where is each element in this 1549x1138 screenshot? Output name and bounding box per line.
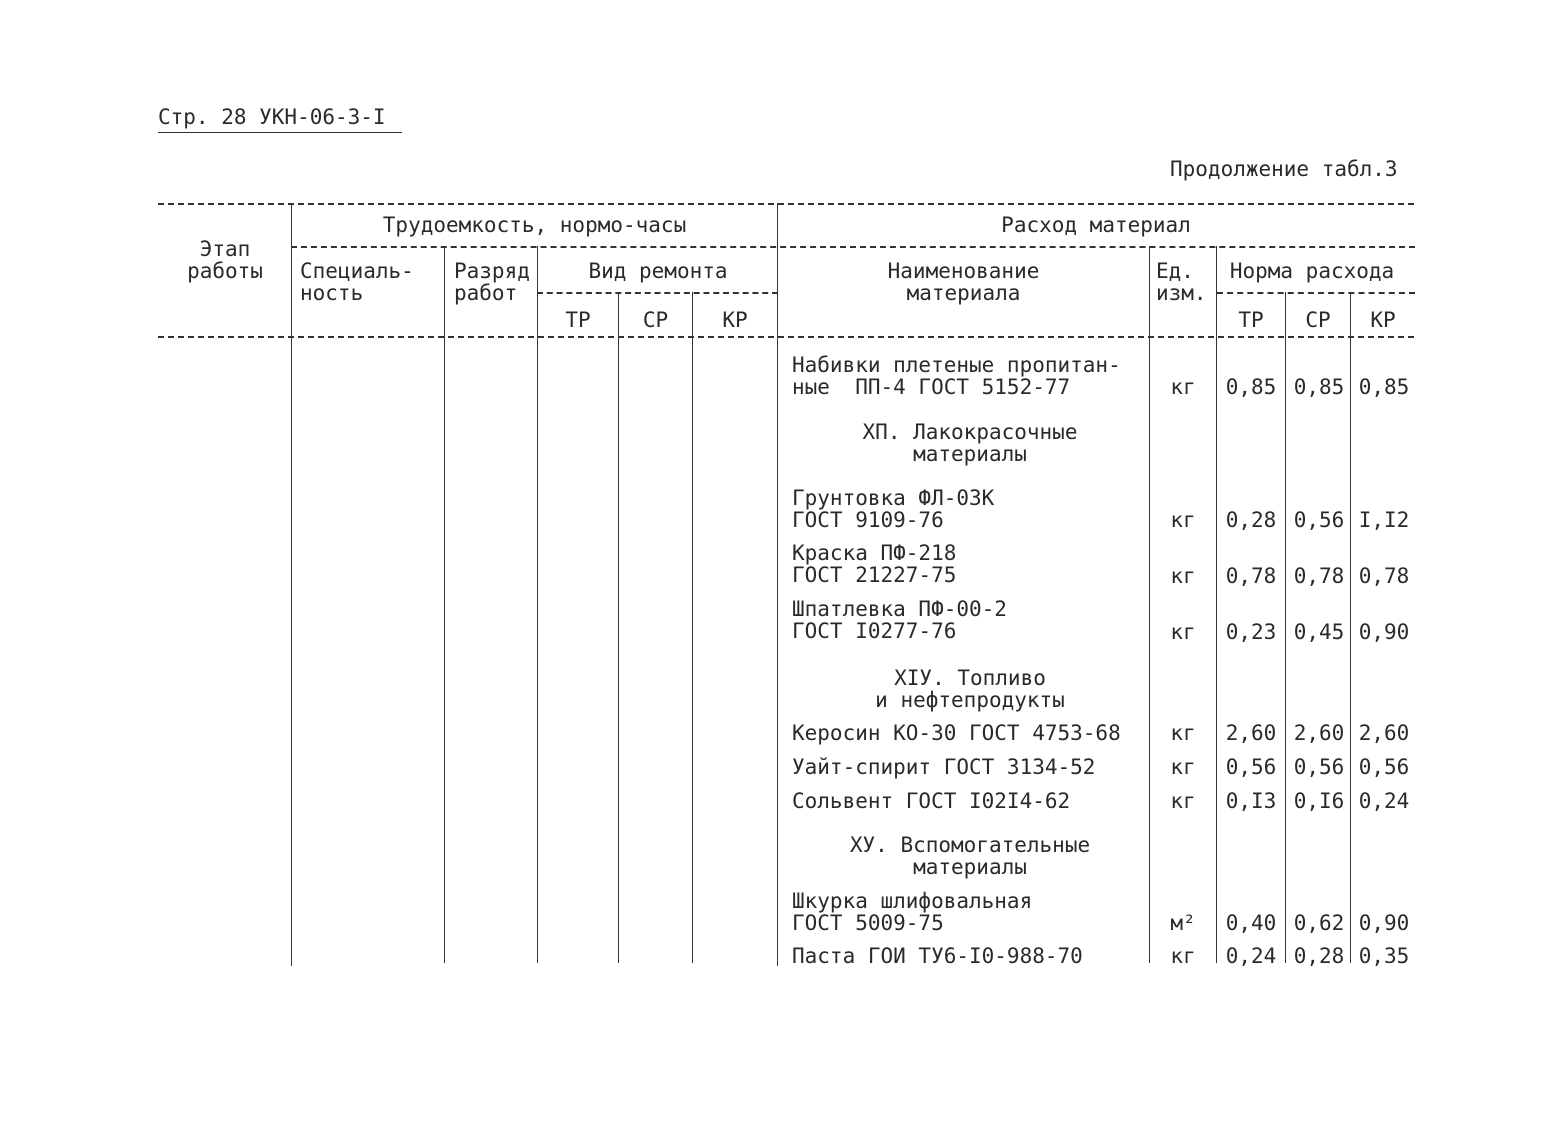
norm-kr-value: 0,35 <box>1358 944 1410 968</box>
header-bottom-rule <box>158 336 1414 338</box>
material-unit: кг <box>1170 944 1196 968</box>
header-sr: СР <box>642 308 669 332</box>
norm-tr-value: 0,23 <box>1225 620 1277 644</box>
section-heading: ХIУ. Топливо и нефтепродукты <box>875 666 1065 712</box>
norm-sr-value: 0,78 <box>1293 564 1345 588</box>
section-heading: ХУ. Вспомогательные материалы <box>849 833 1091 879</box>
header-material-consumption: Расход материал <box>1001 213 1191 237</box>
norm-tr-value: 0,78 <box>1225 564 1277 588</box>
norm-tr-value: 0,24 <box>1225 944 1277 968</box>
norm-kr-value: 0,24 <box>1358 789 1410 813</box>
header-unit: Ед. изм. <box>1156 259 1207 305</box>
header-kr: КР <box>722 308 748 332</box>
norm-tr-value: 2,60 <box>1225 721 1277 745</box>
col-divider-norm-tr-sr <box>1285 292 1286 963</box>
material-name: Керосин КО-30 ГОСТ 4753-68 <box>792 721 1121 745</box>
material-name: Грунтовка ФЛ-03К ГОСТ 9109-76 <box>792 486 995 532</box>
material-name: Краска ПФ-218 ГОСТ 21227-75 <box>792 541 957 587</box>
norm-kr-value: 0,90 <box>1358 911 1410 935</box>
material-unit: кг <box>1170 721 1196 745</box>
page-header-underline <box>158 132 402 133</box>
col-divider-name-unit <box>1149 246 1150 963</box>
material-unit: кг <box>1170 564 1196 588</box>
page-header: Стр. 28 УКН-06-3-I <box>158 105 386 129</box>
norm-tr-value: 0,85 <box>1225 375 1277 399</box>
norm-kr-value: 0,85 <box>1358 375 1410 399</box>
norm-rule <box>1217 292 1415 294</box>
col-divider-stage <box>291 203 292 966</box>
material-name: Паста ГОИ ТУ6-I0-988-70 <box>792 944 1083 968</box>
norm-sr-value: 0,I6 <box>1293 789 1345 813</box>
material-name: Шпатлевка ПФ-00-2 ГОСТ I0277-76 <box>792 597 1007 643</box>
header-norm-tr: ТР <box>1238 308 1264 332</box>
material-unit: кг <box>1170 375 1196 399</box>
norm-tr-value: 0,28 <box>1225 508 1277 532</box>
col-divider-sr <box>692 292 693 963</box>
col-divider-unit-norm <box>1216 246 1217 963</box>
labor-subheader-rule <box>291 246 1415 248</box>
col-divider-grade <box>537 246 538 963</box>
norm-kr-value: I,I2 <box>1358 508 1410 532</box>
header-labor: Трудоемкость, нормо-часы <box>382 213 687 237</box>
norm-kr-value: 0,56 <box>1358 755 1410 779</box>
header-specialty: Специаль- ность <box>300 259 414 305</box>
norm-kr-value: 2,60 <box>1358 721 1410 745</box>
norm-sr-value: 0,28 <box>1293 944 1345 968</box>
norm-sr-value: 0,62 <box>1293 911 1345 935</box>
header-tr: ТР <box>565 308 591 332</box>
header-grade: Разряд работ <box>454 259 530 305</box>
material-name: Сольвент ГОСТ I02I4-62 <box>792 789 1071 813</box>
material-name: Шкурка шлифовальная ГОСТ 5009-75 <box>792 889 1033 935</box>
material-unit: кг <box>1170 755 1196 779</box>
repair-type-rule <box>537 292 778 294</box>
norm-sr-value: 0,56 <box>1293 755 1345 779</box>
header-norm-sr: СР <box>1305 308 1331 332</box>
material-unit: м² <box>1170 911 1196 935</box>
col-divider-specialty <box>444 246 445 963</box>
norm-sr-value: 0,45 <box>1293 620 1345 644</box>
material-name: Набивки плетеные пропитан- ные ПП-4 ГОСТ 5152-77 <box>792 353 1121 399</box>
material-unit: кг <box>1170 620 1196 644</box>
table-caption: Продолжение табл.3 <box>1170 157 1398 181</box>
norm-sr-value: 0,56 <box>1293 508 1345 532</box>
header-norm: Норма расхода <box>1229 259 1395 283</box>
norm-tr-value: 0,I3 <box>1225 789 1277 813</box>
material-unit: кг <box>1170 789 1196 813</box>
norm-kr-value: 0,78 <box>1358 564 1410 588</box>
norm-tr-value: 0,56 <box>1225 755 1277 779</box>
col-divider-labor-material <box>777 203 778 966</box>
norm-kr-value: 0,90 <box>1358 620 1410 644</box>
header-material-name: Наименование материала <box>887 259 1040 305</box>
section-heading: ХП. Лакокрасочные материалы <box>862 420 1078 466</box>
col-divider-tr <box>618 292 619 963</box>
header-stage: Этап работы <box>187 237 263 283</box>
material-unit: кг <box>1170 508 1196 532</box>
norm-sr-value: 2,60 <box>1293 721 1345 745</box>
table-top-rule <box>158 203 1414 205</box>
norm-tr-value: 0,40 <box>1225 911 1277 935</box>
header-norm-kr: КР <box>1370 308 1396 332</box>
norm-sr-value: 0,85 <box>1293 375 1345 399</box>
header-repair-type: Вид ремонта <box>588 259 728 283</box>
material-name: Уайт-спирит ГОСТ 3134-52 <box>792 755 1096 779</box>
